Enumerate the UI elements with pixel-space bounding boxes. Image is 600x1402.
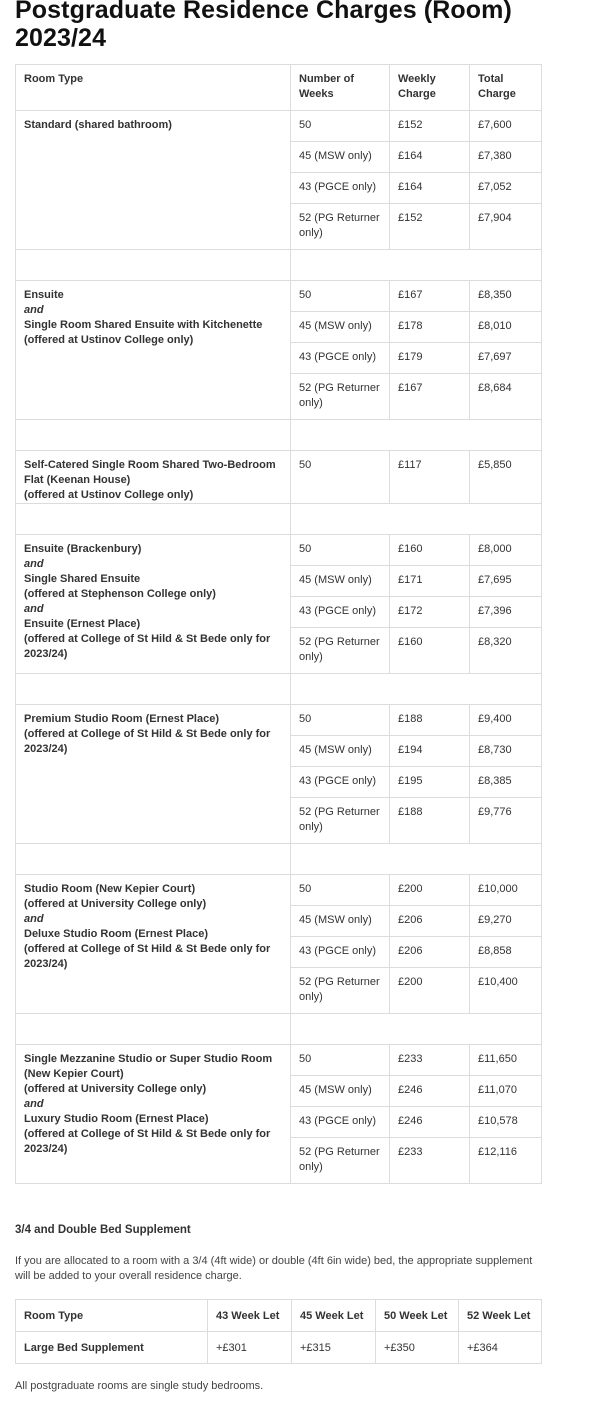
weekly-charge-cell: £164 bbox=[390, 173, 470, 204]
supplement-paragraph: If you are allocated to a room with a 3/4 (4ft wide) or double (4ft 6in wide) bed, the appropriate supplement will be added to your overall residence charge. bbox=[15, 1255, 533, 1282]
supp-room-type: Large Bed Supplement bbox=[16, 1332, 208, 1364]
weeks-cell: 45 (MSW only) bbox=[291, 1076, 390, 1107]
table-row bbox=[16, 451, 542, 504]
room-type-line: (offered at College of St Hild & St Bede only for 2023/24) bbox=[24, 943, 271, 970]
total-charge-cell: £8,010 bbox=[470, 312, 542, 343]
supp-45-week-value: +£315 bbox=[292, 1332, 376, 1364]
room-type-line: Standard (shared bathroom) bbox=[24, 119, 172, 131]
supp-header-45-week: 45 Week Let bbox=[292, 1300, 376, 1332]
total-charge-cell: £7,380 bbox=[470, 142, 542, 173]
weekly-charge-cell: £164 bbox=[390, 142, 470, 173]
weeks-cell: 50 bbox=[291, 705, 390, 736]
spacer-cell bbox=[16, 420, 291, 451]
room-type-line: Ensuite (Ernest Place) bbox=[24, 618, 141, 630]
weekly-charge-cell: £167 bbox=[390, 281, 470, 312]
weeks-cell: 50 bbox=[291, 281, 390, 312]
spacer-row bbox=[16, 1014, 542, 1045]
room-type-connector: and bbox=[24, 603, 44, 615]
weeks-cell: 43 (PGCE only) bbox=[291, 173, 390, 204]
room-type-line: Single Room Shared Ensuite with Kitchenette (offered at Ustinov College only) bbox=[24, 319, 263, 346]
weeks-cell: 45 (MSW only) bbox=[291, 906, 390, 937]
total-charge-cell: £8,385 bbox=[470, 767, 542, 798]
room-type-line: Single Mezzanine Studio or Super Studio Room (New Kepier Court) bbox=[24, 1053, 273, 1080]
spacer-cell bbox=[291, 504, 542, 535]
weeks-cell: 50 bbox=[291, 535, 390, 566]
room-type-line: (offered at Ustinov College only) bbox=[24, 489, 194, 501]
weekly-charge-cell: £152 bbox=[390, 111, 470, 142]
total-charge-cell: £11,070 bbox=[470, 1076, 542, 1107]
total-charge-cell: £5,850 bbox=[470, 451, 542, 504]
weeks-cell: 52 (PG Returner only) bbox=[291, 628, 390, 674]
total-charge-cell: £9,270 bbox=[470, 906, 542, 937]
weekly-charge-cell: £194 bbox=[390, 736, 470, 767]
total-charge-cell: £7,396 bbox=[470, 597, 542, 628]
weeks-cell: 45 (MSW only) bbox=[291, 142, 390, 173]
residence-charges-body bbox=[16, 111, 542, 1184]
spacer-cell bbox=[16, 1014, 291, 1045]
weekly-charge-cell: £172 bbox=[390, 597, 470, 628]
room-type-line: (offered at College of St Hild & St Bede only for 2023/24) bbox=[24, 728, 271, 755]
supplement-header-row bbox=[16, 1300, 542, 1332]
spacer-row bbox=[16, 420, 542, 451]
weeks-cell: 45 (MSW only) bbox=[291, 312, 390, 343]
spacer-row bbox=[16, 250, 542, 281]
table-row bbox=[16, 705, 542, 736]
total-charge-cell: £12,116 bbox=[470, 1138, 542, 1184]
room-type-connector: and bbox=[24, 913, 44, 925]
room-type-cell bbox=[16, 451, 291, 504]
total-charge-cell: £8,684 bbox=[470, 374, 542, 420]
room-type-line: Deluxe Studio Room (Ernest Place) bbox=[24, 928, 208, 940]
weeks-cell: 52 (PG Returner only) bbox=[291, 798, 390, 844]
weeks-cell: 43 (PGCE only) bbox=[291, 343, 390, 374]
weeks-cell: 52 (PG Returner only) bbox=[291, 204, 390, 250]
table-row bbox=[16, 111, 542, 142]
spacer-cell bbox=[291, 844, 542, 875]
room-type-line: Single Shared Ensuite bbox=[24, 573, 141, 585]
table-row bbox=[16, 281, 542, 312]
total-charge-cell: £7,695 bbox=[470, 566, 542, 597]
room-type-connector: and bbox=[24, 1098, 44, 1110]
supp-header-43-week: 43 Week Let bbox=[208, 1300, 292, 1332]
total-charge-cell: £9,776 bbox=[470, 798, 542, 844]
spacer-cell bbox=[16, 504, 291, 535]
header-weekly-charge: Weekly Charge bbox=[390, 65, 470, 111]
spacer-cell bbox=[16, 674, 291, 705]
weekly-charge-cell: £206 bbox=[390, 906, 470, 937]
weekly-charge-cell: £117 bbox=[390, 451, 470, 504]
total-charge-cell: £8,320 bbox=[470, 628, 542, 674]
weeks-cell: 50 bbox=[291, 1045, 390, 1076]
room-type-cell bbox=[16, 281, 291, 420]
supp-header-52-week: 52 Week Let bbox=[459, 1300, 542, 1332]
room-type-cell bbox=[16, 535, 291, 674]
weekly-charge-cell: £171 bbox=[390, 566, 470, 597]
weekly-charge-cell: £233 bbox=[390, 1138, 470, 1184]
weekly-charge-cell: £200 bbox=[390, 875, 470, 906]
room-type-line: (offered at College of St Hild & St Bede only for 2023/24) bbox=[24, 633, 271, 660]
weeks-cell: 43 (PGCE only) bbox=[291, 937, 390, 968]
room-type-line: (offered at University College only) bbox=[24, 898, 207, 910]
supplement-row bbox=[16, 1332, 542, 1364]
total-charge-cell: £7,600 bbox=[470, 111, 542, 142]
total-charge-cell: £10,400 bbox=[470, 968, 542, 1014]
weeks-cell: 52 (PG Returner only) bbox=[291, 968, 390, 1014]
weekly-charge-cell: £178 bbox=[390, 312, 470, 343]
supplement-heading: 3/4 and Double Bed Supplement bbox=[15, 1224, 191, 1236]
spacer-row bbox=[16, 674, 542, 705]
total-charge-cell: £8,730 bbox=[470, 736, 542, 767]
total-charge-cell: £7,052 bbox=[470, 173, 542, 204]
weeks-cell: 45 (MSW only) bbox=[291, 566, 390, 597]
supp-header-room-type: Room Type bbox=[16, 1300, 208, 1332]
weekly-charge-cell: £152 bbox=[390, 204, 470, 250]
weekly-charge-cell: £160 bbox=[390, 535, 470, 566]
weeks-cell: 43 (PGCE only) bbox=[291, 767, 390, 798]
weeks-cell: 43 (PGCE only) bbox=[291, 1107, 390, 1138]
room-type-connector: and bbox=[24, 558, 44, 570]
weekly-charge-cell: £206 bbox=[390, 937, 470, 968]
total-charge-cell: £8,000 bbox=[470, 535, 542, 566]
spacer-cell bbox=[291, 674, 542, 705]
footer-note: All postgraduate rooms are single study bedrooms. bbox=[15, 1380, 264, 1392]
weekly-charge-cell: £179 bbox=[390, 343, 470, 374]
page-title: Postgraduate Residence Charges (Room) 2023/24 bbox=[15, 0, 512, 52]
spacer-cell bbox=[291, 420, 542, 451]
weeks-cell: 50 bbox=[291, 875, 390, 906]
room-type-connector: and bbox=[24, 304, 44, 316]
spacer-cell bbox=[16, 844, 291, 875]
total-charge-cell: £8,350 bbox=[470, 281, 542, 312]
room-type-line: Ensuite (Brackenbury) bbox=[24, 543, 142, 555]
total-charge-cell: £8,858 bbox=[470, 937, 542, 968]
weekly-charge-cell: £167 bbox=[390, 374, 470, 420]
weeks-cell: 50 bbox=[291, 111, 390, 142]
table-row bbox=[16, 535, 542, 566]
weeks-cell: 45 (MSW only) bbox=[291, 736, 390, 767]
room-type-line: (offered at College of St Hild & St Bede only for 2023/24) bbox=[24, 1128, 271, 1155]
weekly-charge-cell: £188 bbox=[390, 798, 470, 844]
room-type-line: (offered at University College only) bbox=[24, 1083, 207, 1095]
supp-43-week-value: +£301 bbox=[208, 1332, 292, 1364]
total-charge-cell: £7,697 bbox=[470, 343, 542, 374]
spacer-row bbox=[16, 504, 542, 535]
supp-50-week-value: +£350 bbox=[376, 1332, 459, 1364]
weeks-cell: 52 (PG Returner only) bbox=[291, 374, 390, 420]
spacer-row bbox=[16, 844, 542, 875]
table-header-row bbox=[16, 65, 542, 111]
room-type-line: (offered at Stephenson College only) bbox=[24, 588, 216, 600]
weekly-charge-cell: £246 bbox=[390, 1107, 470, 1138]
weekly-charge-cell: £195 bbox=[390, 767, 470, 798]
bed-supplement-table bbox=[15, 1299, 542, 1364]
total-charge-cell: £7,904 bbox=[470, 204, 542, 250]
weekly-charge-cell: £188 bbox=[390, 705, 470, 736]
weeks-cell: 52 (PG Returner only) bbox=[291, 1138, 390, 1184]
weeks-cell: 43 (PGCE only) bbox=[291, 597, 390, 628]
header-number-of-weeks: Number of Weeks bbox=[291, 65, 390, 111]
residence-charges-table bbox=[15, 64, 542, 1184]
room-type-line: Premium Studio Room (Ernest Place) bbox=[24, 713, 219, 725]
room-type-cell bbox=[16, 111, 291, 250]
supp-header-50-week: 50 Week Let bbox=[376, 1300, 459, 1332]
total-charge-cell: £11,650 bbox=[470, 1045, 542, 1076]
header-total-charge: Total Charge bbox=[470, 65, 542, 111]
weekly-charge-cell: £200 bbox=[390, 968, 470, 1014]
room-type-line: Self-Catered Single Room Shared Two-Bedroom Flat (Keenan House) bbox=[24, 459, 276, 486]
total-charge-cell: £9,400 bbox=[470, 705, 542, 736]
spacer-cell bbox=[291, 250, 542, 281]
room-type-cell bbox=[16, 1045, 291, 1184]
table-row bbox=[16, 1045, 542, 1076]
total-charge-cell: £10,000 bbox=[470, 875, 542, 906]
spacer-cell bbox=[16, 250, 291, 281]
spacer-cell bbox=[291, 1014, 542, 1045]
table-row bbox=[16, 875, 542, 906]
weekly-charge-cell: £233 bbox=[390, 1045, 470, 1076]
weekly-charge-cell: £246 bbox=[390, 1076, 470, 1107]
room-type-line: Luxury Studio Room (Ernest Place) bbox=[24, 1113, 209, 1125]
room-type-cell bbox=[16, 705, 291, 844]
header-room-type: Room Type bbox=[16, 65, 291, 111]
weekly-charge-cell: £160 bbox=[390, 628, 470, 674]
room-type-line: Studio Room (New Kepier Court) bbox=[24, 883, 196, 895]
room-type-cell bbox=[16, 875, 291, 1014]
weeks-cell: 50 bbox=[291, 451, 390, 504]
total-charge-cell: £10,578 bbox=[470, 1107, 542, 1138]
room-type-line: Ensuite bbox=[24, 289, 64, 301]
supp-52-week-value: +£364 bbox=[459, 1332, 542, 1364]
